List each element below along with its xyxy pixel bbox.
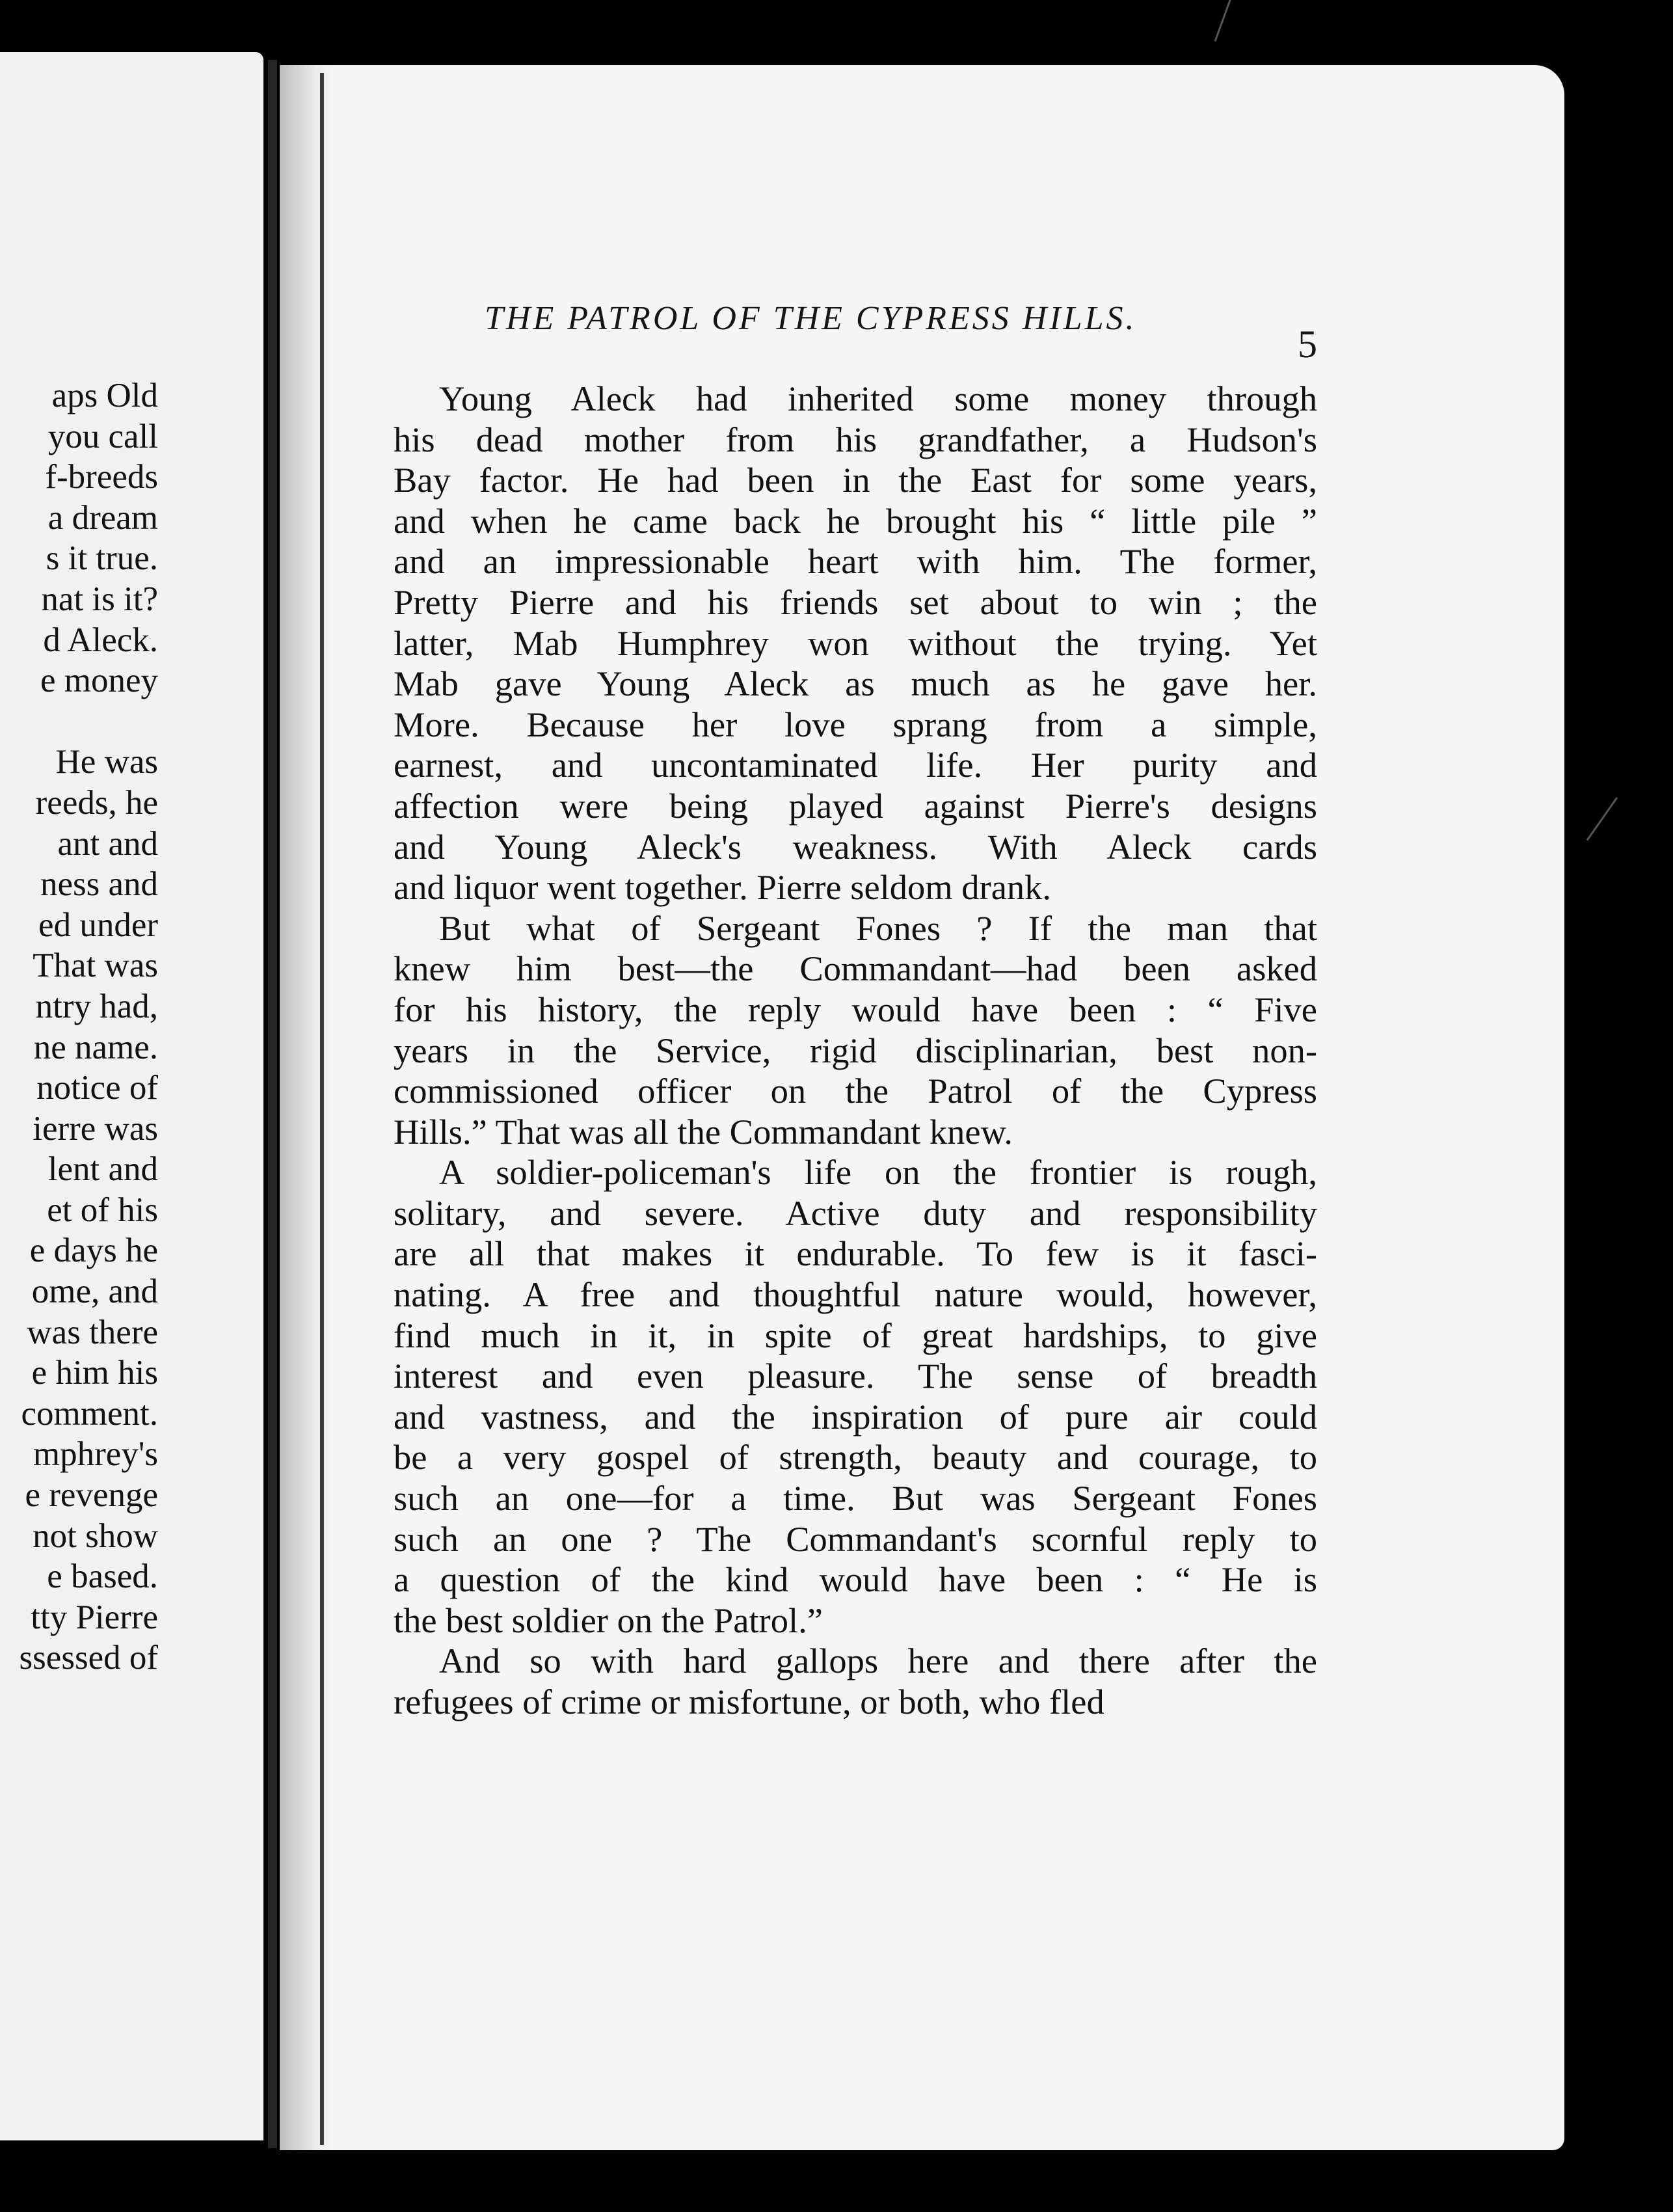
text-line: But what of Sergeant Fones ? If the man that bbox=[439, 908, 1317, 948]
left-page-line: tty Pierre bbox=[31, 1598, 158, 1636]
text-line: for his history, the reply would have been : “ Five bbox=[394, 989, 1317, 1029]
left-page-line: ed under bbox=[38, 906, 158, 944]
text-line: knew him best—the Commandant—had been asked bbox=[394, 949, 1317, 989]
text-line: such an one ? The Commandant's scornful reply to bbox=[394, 1518, 1317, 1559]
text-line: and vastness, and the inspiration of pure air could bbox=[394, 1396, 1317, 1436]
left-page-line bbox=[0, 701, 158, 742]
text-line: his dead mother from his grandfather, a Hudson's bbox=[394, 419, 1317, 459]
text-line: years in the Service, rigid disciplinarian, best non- bbox=[394, 1030, 1317, 1070]
text-line: and when he came back he brought his “ little pile ” bbox=[394, 500, 1317, 541]
text-line: Hills.” That was all the Commandant knew. bbox=[394, 1111, 1013, 1152]
left-page-text bbox=[0, 375, 158, 1679]
text-line: commissioned officer on the Patrol of the Cypress bbox=[394, 1071, 1317, 1111]
text-line: are all that makes it endurable. To few is it fasci- bbox=[394, 1234, 1317, 1274]
left-page-line: ssessed of bbox=[19, 1639, 158, 1677]
text-line: and an impressionable heart with him. The former, bbox=[394, 541, 1317, 582]
text-line: latter, Mab Humphrey won without the trying. Yet bbox=[394, 623, 1317, 663]
text-line: refugees of crime or misfortune, or both, who fled bbox=[394, 1682, 1104, 1721]
text-line: and liquor went together. Pierre seldom drank. bbox=[394, 867, 1052, 908]
text-line: Young Aleck had inherited some money through bbox=[439, 379, 1317, 418]
right-page bbox=[280, 65, 1564, 2150]
page-edge-line bbox=[320, 73, 324, 2145]
pencil-mark bbox=[1214, 0, 1234, 42]
left-page-line: e him his bbox=[31, 1354, 158, 1392]
left-page-line: e revenge bbox=[25, 1476, 158, 1515]
left-page-line: s it true. bbox=[46, 539, 158, 578]
page-curl-shadow bbox=[280, 65, 332, 2150]
text-line: A soldier-policeman's life on the frontier is rough, bbox=[439, 1152, 1317, 1193]
text-line: Mab gave Young Aleck as much as he gave her. bbox=[394, 664, 1317, 704]
text-line: And so with hard gallops here and there after the bbox=[439, 1641, 1317, 1681]
left-page-line: aps Old bbox=[51, 377, 158, 414]
text-line: Bay factor. He had been in the East for some years, bbox=[394, 460, 1317, 500]
left-page-line: lent and bbox=[47, 1150, 158, 1189]
left-page-line: was there bbox=[27, 1313, 158, 1351]
gutter-divider bbox=[268, 60, 277, 2148]
left-page-line: ness and bbox=[40, 865, 158, 904]
left-page-line: nat is it? bbox=[41, 580, 158, 618]
page-number: 5 bbox=[1298, 323, 1317, 366]
left-page-line: ierre was bbox=[33, 1109, 158, 1148]
text-line: affection were being played against Pierre's designs bbox=[394, 785, 1317, 826]
text-line: be a very gospel of strength, beauty and courage, to bbox=[394, 1437, 1317, 1477]
body-text bbox=[394, 379, 1317, 1723]
text-line: interest and even pleasure. The sense of breadth bbox=[394, 1356, 1317, 1396]
text-line: find much in it, in spite of great hardships, to give bbox=[394, 1315, 1317, 1355]
left-page-line: ant and bbox=[57, 824, 158, 863]
text-line: More. Because her love sprang from a simple, bbox=[394, 704, 1317, 744]
left-page-line: e days he bbox=[29, 1232, 158, 1270]
left-page-line: et of his bbox=[47, 1191, 158, 1229]
left-page-line: ntry had, bbox=[35, 987, 158, 1025]
left-page-line: ome, and bbox=[31, 1273, 158, 1311]
left-page-line: f-breeds bbox=[45, 458, 158, 496]
text-line: and Young Aleck's weakness. With Aleck cards bbox=[394, 826, 1317, 867]
left-page-line: you call bbox=[47, 417, 158, 455]
text-line: Pretty Pierre and his friends set about to win ; the bbox=[394, 582, 1317, 622]
left-page-line: mphrey's bbox=[33, 1435, 158, 1474]
running-head: THE PATROL OF THE CYPRESS HILLS. bbox=[485, 300, 1137, 337]
left-page bbox=[0, 52, 263, 2140]
left-page-line: ne name. bbox=[33, 1028, 158, 1066]
left-page-line: reeds, he bbox=[35, 783, 158, 822]
left-page-line: e based. bbox=[47, 1558, 158, 1596]
left-page-line: not show bbox=[33, 1517, 158, 1555]
text-line: the best soldier on the Patrol.” bbox=[394, 1600, 823, 1640]
left-page-line: notice of bbox=[36, 1069, 158, 1107]
left-page-line: comment. bbox=[21, 1394, 158, 1433]
left-page-line: That was bbox=[33, 947, 158, 985]
left-page-line: d Aleck. bbox=[43, 621, 158, 659]
left-page-line: He was bbox=[55, 743, 158, 781]
left-page-line: e money bbox=[40, 662, 158, 700]
text-line: a question of the kind would have been : “ He is bbox=[394, 1559, 1317, 1600]
text-line: earnest, and uncontaminated life. Her purity and bbox=[394, 745, 1317, 785]
text-line: solitary, and severe. Active duty and responsibility bbox=[394, 1193, 1317, 1233]
text-line: nating. A free and thoughtful nature would, however, bbox=[394, 1275, 1317, 1315]
text-line: such an one—for a time. But was Sergeant Fones bbox=[394, 1478, 1317, 1518]
pencil-mark bbox=[1586, 797, 1618, 841]
left-page-line: a dream bbox=[47, 498, 158, 537]
